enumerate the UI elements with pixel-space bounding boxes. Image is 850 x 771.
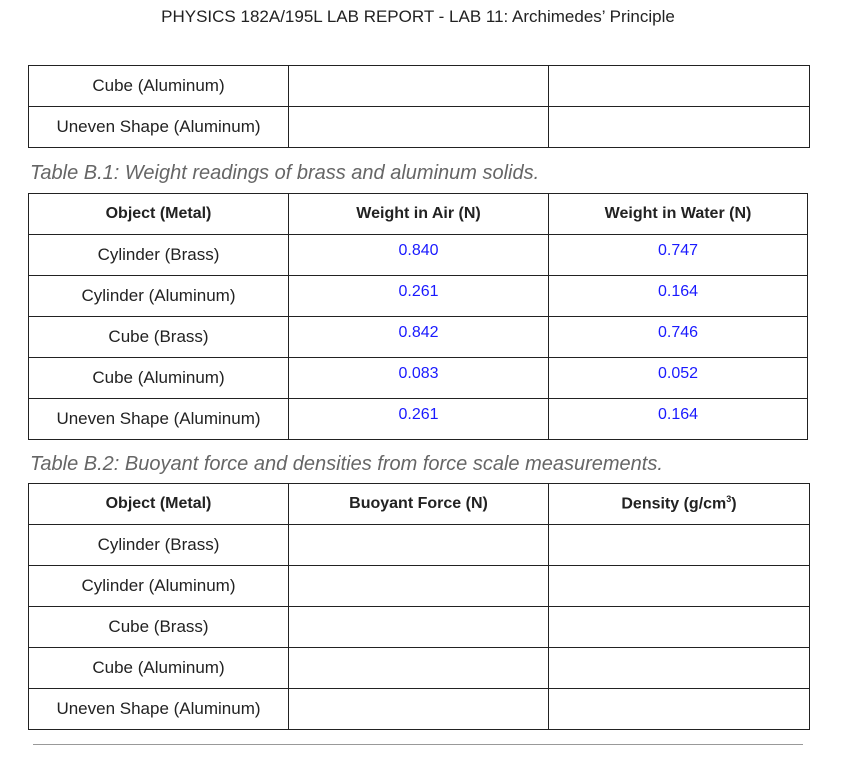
- table-row: [29, 235, 808, 276]
- table-row: [29, 358, 808, 399]
- column-header: Object (Metal): [29, 194, 289, 235]
- data-cell[interactable]: [549, 66, 810, 107]
- data-cell[interactable]: [289, 107, 549, 148]
- buoyant-force-cell[interactable]: [289, 648, 549, 689]
- table-row: [29, 276, 808, 317]
- table-row: [29, 607, 810, 648]
- object-cell: Cube (Brass): [29, 317, 289, 358]
- object-cell: Cube (Aluminum): [29, 66, 289, 107]
- table-row: [29, 317, 808, 358]
- object-cell: Cube (Aluminum): [29, 648, 289, 689]
- object-cell: Cylinder (Aluminum): [29, 566, 289, 607]
- column-header: Buoyant Force (N): [289, 484, 549, 525]
- object-cell: Cylinder (Brass): [29, 525, 289, 566]
- density-label: Density (g/cm: [621, 495, 727, 513]
- object-cell: Cube (Aluminum): [29, 358, 289, 399]
- weight-air-cell[interactable]: 0.261: [289, 399, 549, 440]
- object-cell: Uneven Shape (Aluminum): [29, 399, 289, 440]
- table-b1: [28, 193, 808, 440]
- table-header-row: [29, 484, 810, 525]
- column-header: Object (Metal): [29, 484, 289, 525]
- table-row: [29, 689, 810, 730]
- table-b1-caption: Table B.1: Weight readings of brass and aluminum solids.: [30, 162, 540, 184]
- object-cell: Uneven Shape (Aluminum): [29, 689, 289, 730]
- buoyant-force-cell[interactable]: [289, 689, 549, 730]
- buoyant-force-cell[interactable]: [289, 566, 549, 607]
- density-cell[interactable]: [549, 607, 810, 648]
- table-row: [29, 648, 810, 689]
- weight-air-cell[interactable]: 0.840: [289, 235, 549, 276]
- object-cell: Cylinder (Brass): [29, 235, 289, 276]
- object-cell: Uneven Shape (Aluminum): [29, 107, 289, 148]
- weight-air-cell[interactable]: 0.083: [289, 358, 549, 399]
- table-row: [29, 66, 810, 107]
- table-b2: [28, 483, 810, 730]
- density-cell[interactable]: [549, 648, 810, 689]
- object-cell: Cube (Brass): [29, 607, 289, 648]
- data-cell[interactable]: [289, 66, 549, 107]
- weight-air-cell[interactable]: 0.842: [289, 317, 549, 358]
- weight-air-cell[interactable]: 0.261: [289, 276, 549, 317]
- table-row: [29, 399, 808, 440]
- density-cell[interactable]: [549, 689, 810, 730]
- density-cell[interactable]: [549, 566, 810, 607]
- weight-water-cell[interactable]: 0.164: [549, 276, 808, 317]
- weight-water-cell[interactable]: 0.164: [549, 399, 808, 440]
- table-row: [29, 525, 810, 566]
- column-header: Weight in Air (N): [289, 194, 549, 235]
- table-top-partial: [28, 65, 810, 148]
- table-row: [29, 107, 810, 148]
- page-footer-rule: [33, 744, 803, 745]
- table-header-row: [29, 194, 808, 235]
- weight-water-cell[interactable]: 0.052: [549, 358, 808, 399]
- table-b2-caption: Table B.2: Buoyant force and densities from force scale measurements.: [30, 453, 663, 475]
- density-exponent: 3: [726, 494, 732, 505]
- column-header-density: [549, 484, 810, 525]
- page-header: PHYSICS 182A/195L LAB REPORT - LAB 11: Archimedes’ Principle: [161, 7, 675, 26]
- density-label-close: ): [731, 495, 737, 513]
- density-cell[interactable]: [549, 525, 810, 566]
- column-header: Weight in Water (N): [549, 194, 808, 235]
- buoyant-force-cell[interactable]: [289, 525, 549, 566]
- weight-water-cell[interactable]: 0.747: [549, 235, 808, 276]
- data-cell[interactable]: [549, 107, 810, 148]
- object-cell: Cylinder (Aluminum): [29, 276, 289, 317]
- weight-water-cell[interactable]: 0.746: [549, 317, 808, 358]
- table-row: [29, 566, 810, 607]
- buoyant-force-cell[interactable]: [289, 607, 549, 648]
